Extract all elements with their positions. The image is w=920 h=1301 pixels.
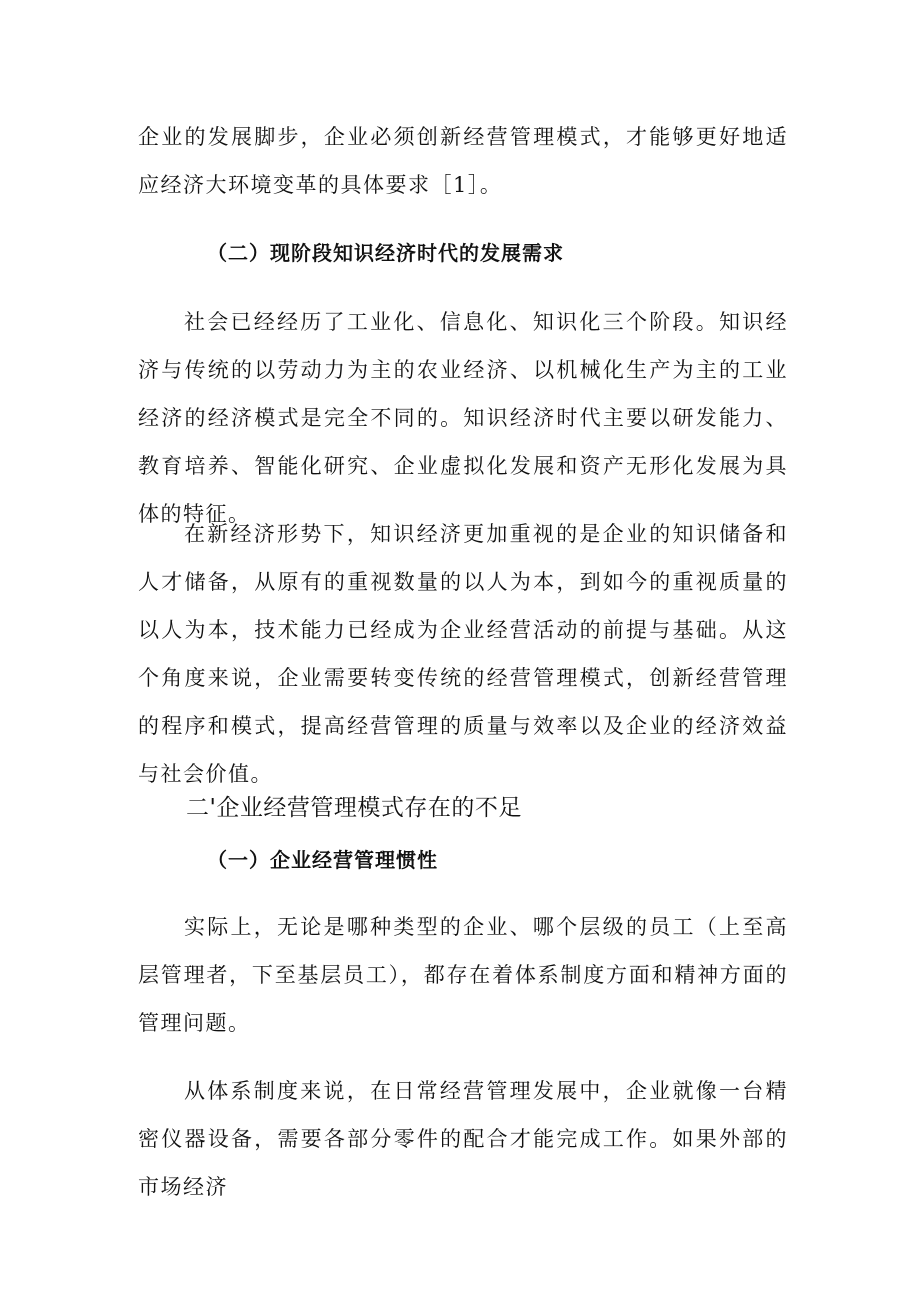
- paragraph-knowledge-economy-stages: 社会已经经历了工业化、信息化、知识化三个阶段。知识经济与传统的以劳动力为主的农业经济、以机械化生产为主的工业经济的经济模式是完全不同的。知识经济时代主要以研发能力、教育培养、智能化研究、企业虚拟化发展和资产无形化发展为具体的特征。: [138, 310, 788, 526]
- section-heading-management-shortcomings: 二'企业经营管理模式存在的不足: [186, 795, 522, 821]
- paragraph-continuation: 企业的发展脚步，企业必须创新经营管理模式，才能够更好地适应经济大环境变革的具体要求［1］。: [138, 125, 788, 197]
- paragraph-management-problems: 实际上，无论是哪种类型的企业、哪个层级的员工（上至高层管理者，下至基层员工），都存在着体系制度方面和精神方面的管理问题。: [138, 915, 788, 1035]
- subheading-knowledge-economy-needs: （二）现阶段知识经济时代的发展需求: [207, 241, 564, 265]
- paragraph-system-perspective: 从体系制度来说，在日常经营管理发展中，企业就像一台精密仪器设备，需要各部分零件的配合才能完成工作。如果外部的市场经济: [138, 1079, 788, 1199]
- subheading-management-inertia: （一）企业经营管理惯性: [207, 848, 438, 872]
- paragraph-new-economic-situation: 在新经济形势下，知识经济更加重视的是企业的知识储备和人才储备，从原有的重视数量的以人为本，到如今的重视质量的以人为本，技术能力已经成为企业经营活动的前提与基础。从这个角度来说，企业需要转变传统的经营管理模式，创新经营管理的程序和模式，提高经营管理的质量与效率以及企业的经济效益与社会价值。: [138, 522, 788, 786]
